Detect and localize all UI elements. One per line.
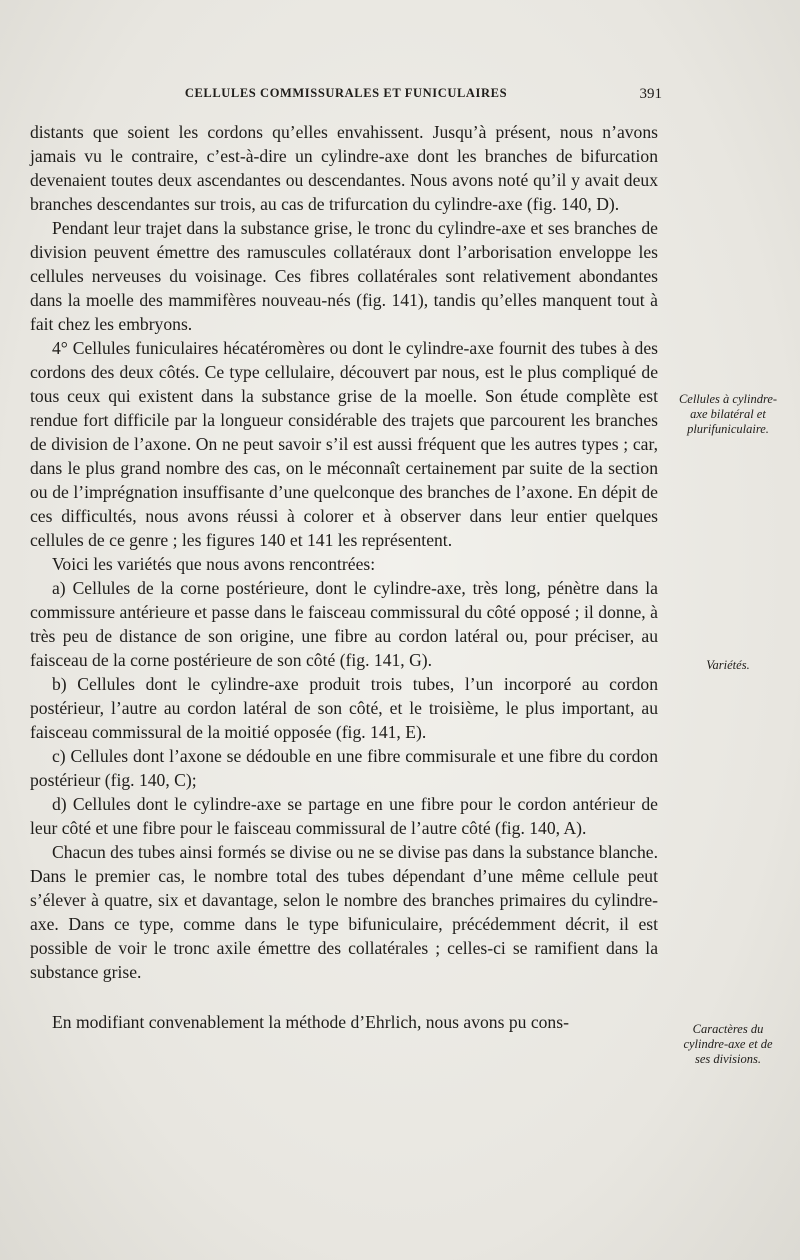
paragraph-hecateromeres: 4° Cellules funiculaires hécatéromères ou dont le cylindre-axe fournit des tubes à des cordons des deux côtés. Ce type cellulaire, découvert par nous, est le plus compliqué de tous ceux qui existent dans la substance grise de la moelle. Son étude complète est rendue fort difficile par la longueur considérable des trajets que parcourent les branches de division de l’axone. On ne peut savoir s’il est aussi fréquent que les autres types ; car, dans le plus grand nombre des cas, on le méconnaît certainement par suite de la section ou de l’imprégnation insuffisante d’une quelconque des branches de l’axone. En dépit de ces difficultés, nous avons réussi à colorer et à observer dans leur entier quelques cellules de ce genre ; les figures 140 et 141 les représentent. <box>30 338 658 550</box>
paragraph-varieties-intro: Voici les variétés que nous avons rencontrées: <box>52 554 376 574</box>
paragraph-collaterals: Pendant leur trajet dans la substance grise, le tronc du cylindre-axe et ses branches de division peuvent émettre des ramuscules collatéraux dont l’arborisation enveloppe les cellules nerveuses du voisinage. Ces fibres collatérales sont relativement abondantes dans la moelle des mammifères nouveau-nés (fig. 141), tandis qu’elles manquent tout à fait chez les embryons. <box>30 218 658 334</box>
margin-note-characters: Caractères du cylindre-axe et de ses divisions. <box>683 1022 773 1066</box>
paragraph-variety-d: d) Cellules dont le cylindre-axe se partage en une fibre pour le cordon antérieur de leur côté et une fibre pour le faisceau commissural de l’autre côté (fig. 140, A). <box>30 794 658 838</box>
paragraph-variety-a: a) Cellules de la corne postérieure, dont le cylindre-axe, très long, pénètre dans la commissure antérieure et passe dans le faisceau commissural du côté opposé ; il donne, à très peu de distance de son origine, une fibre au cordon latéral ou, pour préciser, au faisceau de la corne postérieure de son côté (fig. 141, G). <box>30 578 658 670</box>
body-text <box>30 120 658 1034</box>
paragraph-ehrlich: En modifiant convenablement la méthode d’Ehrlich, nous avons pu cons- <box>52 1012 569 1032</box>
paragraph-variety-c: c) Cellules dont l’axone se dédouble en une fibre commisurale et une fibre du cordon postérieur (fig. 140, C); <box>30 746 658 790</box>
running-title: CELLULES COMMISSURALES ET FUNICULAIRES <box>184 86 508 100</box>
running-header <box>30 86 662 106</box>
paragraph-tubes: Chacun des tubes ainsi formés se divise ou ne se divise pas dans la substance blanche. Dans le premier cas, le nombre total des tubes dépendant d’une même cellule peut s’élever à quatre, six et davantage, selon le nombre des branches primaires du cylindre-axe. Dans ce type, comme dans le type bifuniculaire, précédemment décrit, il est possible de voir le tronc axile émettre des collatérales ; celles-ci se ramifient dans la substance grise. <box>30 842 658 982</box>
margin-note-varieties: Variétés. <box>706 658 750 672</box>
page-number: 391 <box>639 86 662 102</box>
margin-note-cell-type: Cellules à cylindre-axe bilatéral et plurifuniculaire. <box>678 392 778 436</box>
paragraph-variety-b: b) Cellules dont le cylindre-axe produit trois tubes, l’un incorporé au cordon postérieur, l’autre au cordon latéral de son côté, et le troisième, le plus important, au faisceau commissural de la moitié opposée (fig. 141, E). <box>30 674 658 742</box>
paragraph-continuation: distants que soient les cordons qu’elles envahissent. Jusqu’à présent, nous n’avons jamais vu le contraire, c’est-à-dire un cylindre-axe dont les branches de bifurcation devenaient toutes deux ascendantes ou descendantes. Nous avons noté qu’il y avait deux branches descendantes sur trois, au cas de trifurcation du cylindre-axe (fig. 140, D). <box>30 122 658 214</box>
